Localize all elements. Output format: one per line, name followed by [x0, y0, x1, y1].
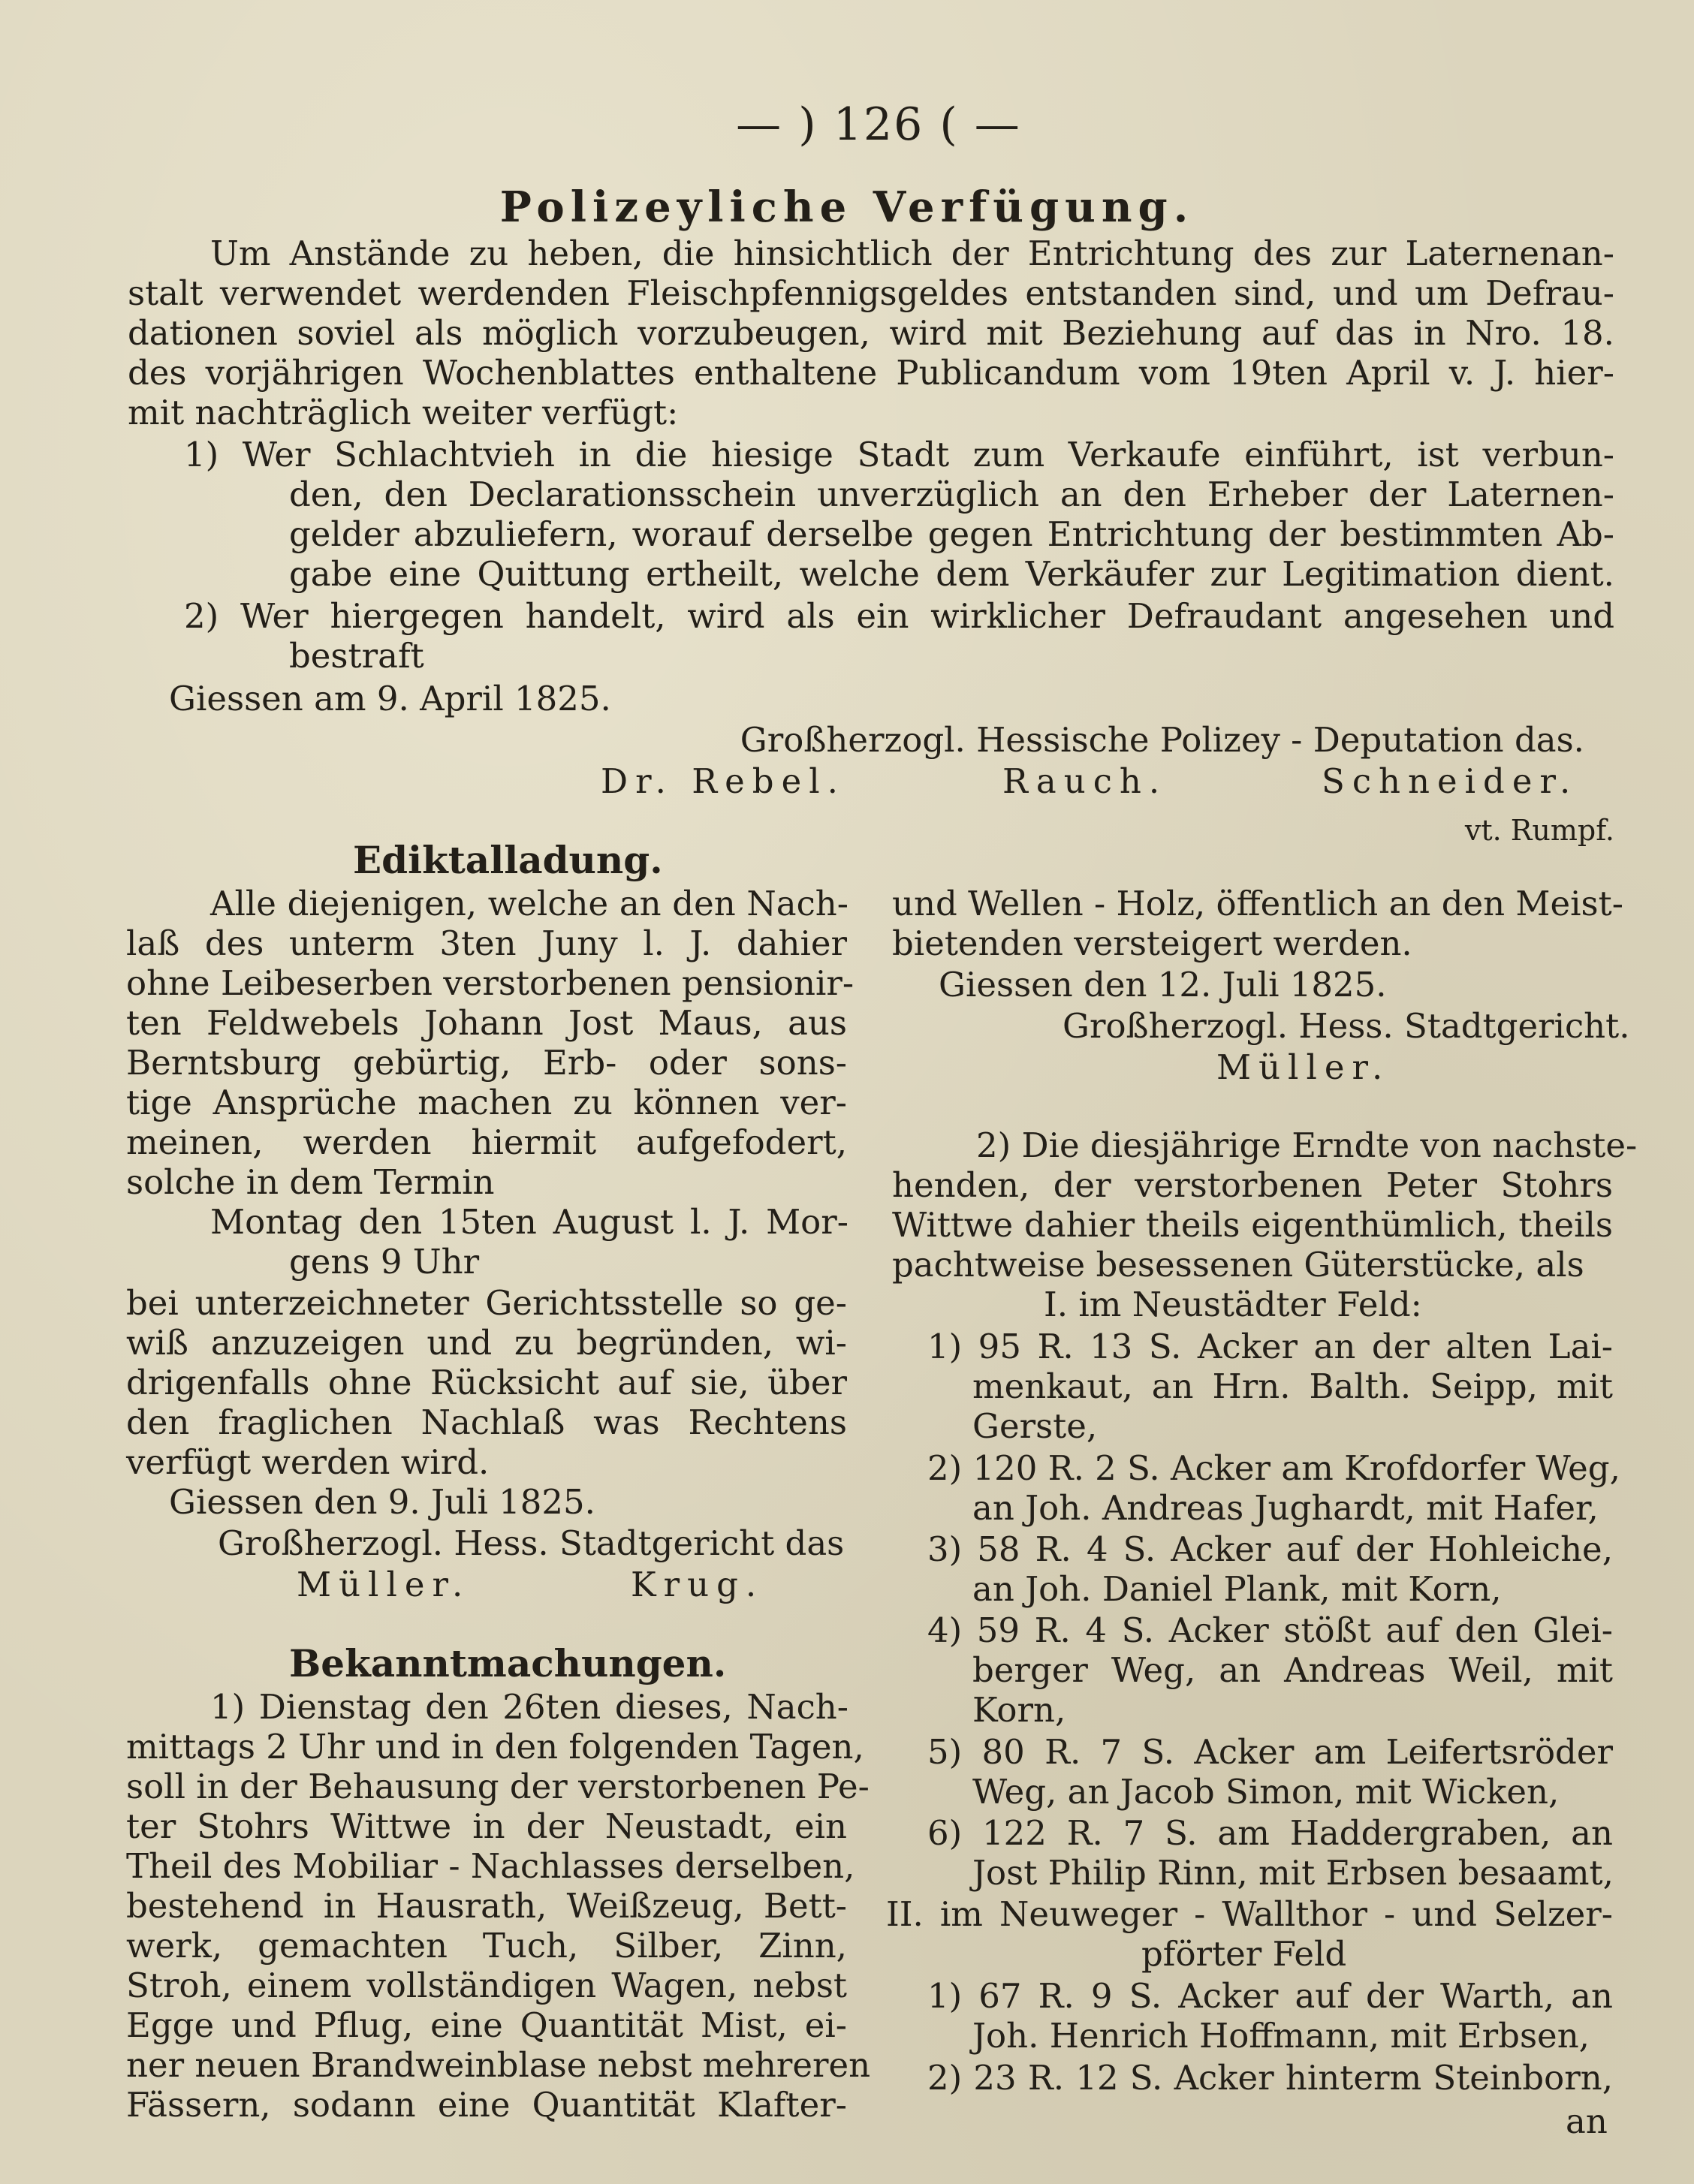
notice-item-line: gabe eine Quittung ertheilt, welche dem Verkäufer zur Legitimation dient. [289, 554, 1614, 594]
announcement-line: ner neuen Brandweinblase nebst mehreren [126, 2045, 871, 2085]
field-entry: 5) 80 R. 7 S. Acker am Leifertsröder [927, 1732, 1613, 1772]
announcement-line: mittags 2 Uhr und in den folgenden Tagen, [126, 1727, 864, 1767]
field-section-heading: pförter Feld [1141, 1934, 1347, 1974]
field-entry: 1) 67 R. 9 S. Acker auf der Warth, an [927, 1976, 1613, 2016]
edict-line: meinen, werden hiermit aufgefodert, [126, 1122, 847, 1162]
notice-title: Polizeyliche Verfügung. [499, 182, 1195, 232]
edict-line: ten Feldwebels Johann Jost Maus, aus [126, 1003, 847, 1043]
announcement-line: werk, gemachten Tuch, Silber, Zinn, [126, 1926, 847, 1966]
field-entry: menkaut, an Hrn. Balth. Seipp, mit [972, 1366, 1613, 1406]
notice-date: Giessen am 9. April 1825. [169, 679, 611, 718]
notice-intro-line: dationen soviel als möglich vorzubeugen, wird mit Beziehung auf das in Nro. 18. [128, 313, 1614, 353]
edict-court: Großherzogl. Hess. Stadtgericht das [218, 1523, 845, 1563]
edict-date: Giessen den 9. Juli 1825. [169, 1482, 595, 1522]
field-entry: 2) 120 R. 2 S. Acker am Krofdorfer Weg, [927, 1448, 1620, 1488]
field-entry: 6) 122 R. 7 S. am Haddergraben, an [927, 1813, 1613, 1853]
right-date: Giessen den 12. Juli 1825. [939, 965, 1387, 1005]
edict-line: bei unterzeichneter Gerichtsstelle so ge- [126, 1283, 847, 1323]
notice-item-line: den, den Declarationsschein unverzüglich an den Erheber der Laternen- [289, 474, 1614, 514]
right-court: Großherzogl. Hess. Stadtgericht. [1063, 1006, 1630, 1046]
catchword: an [1566, 2101, 1608, 2141]
right-signature: Müller. [1216, 1047, 1391, 1087]
field-entry: an Joh. Andreas Jughardt, mit Hafer, [972, 1488, 1599, 1528]
notice-intro-line: Um Anstände zu heben, die hinsichtlich der Entrichtung des zur Laternenan- [210, 233, 1614, 273]
notice-signature: Schneider. [1322, 761, 1578, 801]
notice-item-line: 1) Wer Schlachtvieh in die hiesige Stadt zum Verkaufe einführt, ist verbun- [184, 435, 1614, 474]
field-entry: 1) 95 R. 13 S. Acker an der alten Lai- [927, 1327, 1613, 1366]
edict-signature: Müller. [297, 1565, 471, 1604]
field-entry: berger Weg, an Andreas Weil, mit [972, 1650, 1613, 1690]
edict-line: wiß anzuzeigen und zu begründen, wi- [126, 1323, 847, 1363]
announcement-line: Stroh, einem vollständigen Wagen, nebst [126, 1966, 847, 2005]
notice-item-line: gelder abzuliefern, worauf derselbe gegen Entrichtung der bestimmten Ab- [289, 514, 1614, 554]
announcements-title: Bekanntmachungen. [289, 1641, 727, 1685]
edict-line: solche in dem Termin [126, 1162, 495, 1202]
announcement-line: Egge und Pflug, eine Quantität Mist, ei- [126, 2005, 847, 2045]
field-entry: Gerste, [972, 1406, 1098, 1446]
field-entry: Korn, [972, 1690, 1066, 1730]
edict-line: verfügt werden wird. [126, 1442, 490, 1482]
harvest-line: 2) Die diesjährige Erndte von nachste- [976, 1125, 1638, 1165]
notice-intro-line: des vorjährigen Wochenblattes enthaltene Publicandum vom 19ten April v. J. hier- [128, 353, 1614, 393]
notice-signature: Dr. Rebel. [601, 761, 845, 801]
notice-item-line: 2) Wer hiergegen handelt, wird als ein wirklicher Defraudant angesehen und [184, 596, 1614, 636]
edict-line: Montag den 15ten August l. J. Mor- [210, 1202, 849, 1242]
notice-intro-line: mit nachträglich weiter verfügt: [128, 393, 679, 432]
edict-line: tige Ansprüche machen zu können ver- [126, 1083, 847, 1122]
edict-line: ohne Leibeserben verstorbenen pensionir- [126, 963, 855, 1003]
field-entry: 3) 58 R. 4 S. Acker auf der Hohleiche, [927, 1529, 1613, 1569]
edict-line: Alle diejenigen, welche an den Nach- [210, 884, 849, 923]
announcement-line: Fässern, sodann eine Quantität Klafter- [126, 2085, 847, 2125]
field-entry: Jost Philip Rinn, mit Erbsen besaamt, [972, 1853, 1614, 1893]
edict-line: Berntsburg gebürtig, Erb- oder sons- [126, 1043, 847, 1083]
announcement-line: 1) Dienstag den 26ten dieses, Nach- [210, 1687, 849, 1727]
harvest-line: henden, der verstorbenen Peter Stohrs [892, 1165, 1613, 1205]
field-entry: an Joh. Daniel Plank, mit Korn, [972, 1569, 1502, 1609]
field-entry: 4) 59 R. 4 S. Acker stößt auf den Glei- [927, 1610, 1613, 1650]
page-number: — ) 126 ( — [736, 98, 1021, 151]
field-entry: 2) 23 R. 12 S. Acker hinterm Steinborn, [927, 2058, 1613, 2098]
announcement-line: soll in der Behausung der verstorbenen Pe- [126, 1767, 870, 1806]
edict-signature: Krug. [631, 1565, 764, 1604]
notice-authority: Großherzogl. Hessische Polizey - Deputation das. [740, 720, 1584, 760]
right-line: und Wellen - Holz, öffentlich an den Meist- [892, 884, 1623, 923]
notice-item-line: bestraft [289, 636, 424, 676]
announcement-line: bestehend in Hausrath, Weißzeug, Bett- [126, 1886, 847, 1926]
field-entry: Joh. Henrich Hoffmann, mit Erbsen, [972, 2016, 1590, 2056]
notice-signature-note: vt. Rumpf. [1464, 814, 1614, 847]
edict-line: laß des unterm 3ten Juny l. J. dahier [126, 923, 847, 963]
edict-line: den fraglichen Nachlaß was Rechtens [126, 1402, 847, 1442]
harvest-line: pachtweise besessenen Güterstücke, als [892, 1245, 1584, 1285]
announcement-line: ter Stohrs Wittwe in der Neustadt, ein [126, 1806, 847, 1846]
field-entry: Weg, an Jacob Simon, mit Wicken, [972, 1772, 1560, 1812]
right-line: bietenden versteigert werden. [892, 923, 1412, 963]
field-section-heading: II. im Neuweger - Wallthor - und Selzer- [886, 1894, 1613, 1934]
notice-signature: Rauch. [1002, 761, 1168, 801]
edict-line: gens 9 Uhr [289, 1242, 480, 1282]
edict-line: drigenfalls ohne Rücksicht auf sie, über [126, 1363, 847, 1402]
announcement-line: Theil des Mobiliar - Nachlasses derselben, [126, 1846, 855, 1886]
edict-title: Ediktalladung. [353, 838, 663, 882]
harvest-line: Wittwe dahier theils eigenthümlich, theils [892, 1205, 1613, 1245]
field-section-heading: I. im Neustädter Feld: [1044, 1285, 1422, 1324]
notice-intro-line: stalt verwendet werdenden Fleischpfennigsgeldes entstanden sind, und um Defrau- [128, 273, 1614, 313]
